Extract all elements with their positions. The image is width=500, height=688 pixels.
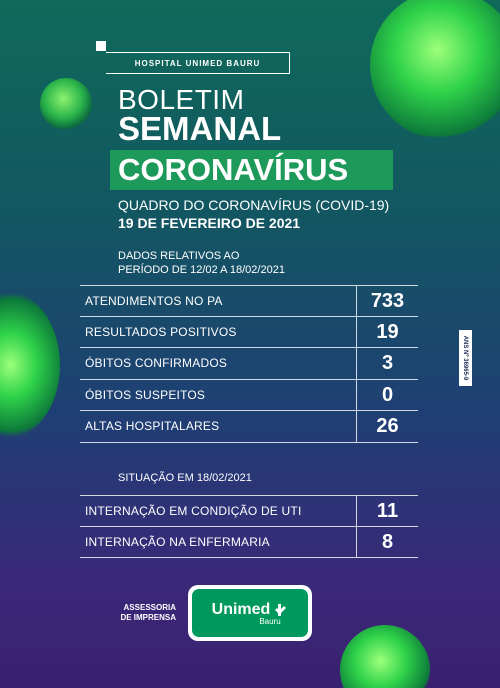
stat-value: 11 (356, 496, 418, 526)
unimed-logo-icon (274, 603, 288, 617)
title-coronavirus: CORONAVÍRUS (118, 152, 349, 187)
title-semanal: SEMANAL (118, 110, 282, 147)
assessoria-line-2: DE IMPRENSA (120, 613, 176, 622)
stat-value: 8 (356, 527, 418, 558)
unimed-logo (188, 585, 312, 641)
table-row (80, 380, 418, 412)
weekly-stats-table (80, 285, 418, 443)
period-line-1: DADOS RELATIVOS AO (118, 250, 240, 262)
unimed-logo-panel (192, 589, 308, 637)
hospital-label: HOSPITAL UNIMED BAURU (106, 52, 290, 74)
virus-illustration-bottom (340, 625, 430, 688)
stat-value: 733 (356, 286, 418, 316)
stat-label: INTERNAÇÃO NA ENFERMARIA (85, 534, 270, 549)
decorative-square (96, 41, 106, 51)
virus-illustration-large (370, 0, 500, 140)
unimed-logo-city: Bauru (259, 616, 281, 626)
period-line-2: PERÍODO DE 12/02 A 18/02/2021 (118, 264, 285, 276)
table-row (80, 411, 418, 443)
stat-label: INTERNAÇÃO EM CONDIÇÃO DE UTI (85, 503, 302, 518)
table-row (80, 527, 418, 559)
stat-label: ÓBITOS CONFIRMADOS (85, 356, 228, 371)
stat-value: 0 (356, 380, 418, 411)
table-row (80, 285, 418, 317)
table-row (80, 348, 418, 380)
hospitalization-table (80, 495, 418, 558)
stat-value: 3 (356, 348, 418, 379)
period-description (118, 249, 318, 277)
press-office-label (116, 603, 176, 623)
subtitle-quadro: QUADRO DO CORONAVÍRUS (COVID-19) (118, 197, 390, 213)
assessoria-line-1: ASSESSORIA (123, 603, 176, 612)
bulletin-date: 19 DE FEVEREIRO DE 2021 (118, 215, 301, 231)
table-row (80, 495, 418, 527)
table-row (80, 317, 418, 349)
title-boletim: BOLETIM (118, 84, 245, 115)
stat-label: ÓBITOS SUSPEITOS (85, 387, 206, 402)
stat-value: 26 (356, 411, 418, 442)
ans-registration-badge: ANS Nº 36965-9 (459, 330, 472, 386)
virus-illustration-left (0, 290, 60, 440)
stat-value: 19 (356, 317, 418, 348)
stat-label: ALTAS HOSPITALARES (85, 419, 220, 434)
situacao-label: SITUAÇÃO EM 18/02/2021 (118, 472, 252, 484)
stat-label: RESULTADOS POSITIVOS (85, 324, 237, 339)
unimed-logo-name: Unimed (211, 600, 271, 618)
virus-illustration-small (40, 78, 92, 130)
stat-label: ATENDIMENTOS NO PA (85, 293, 223, 308)
